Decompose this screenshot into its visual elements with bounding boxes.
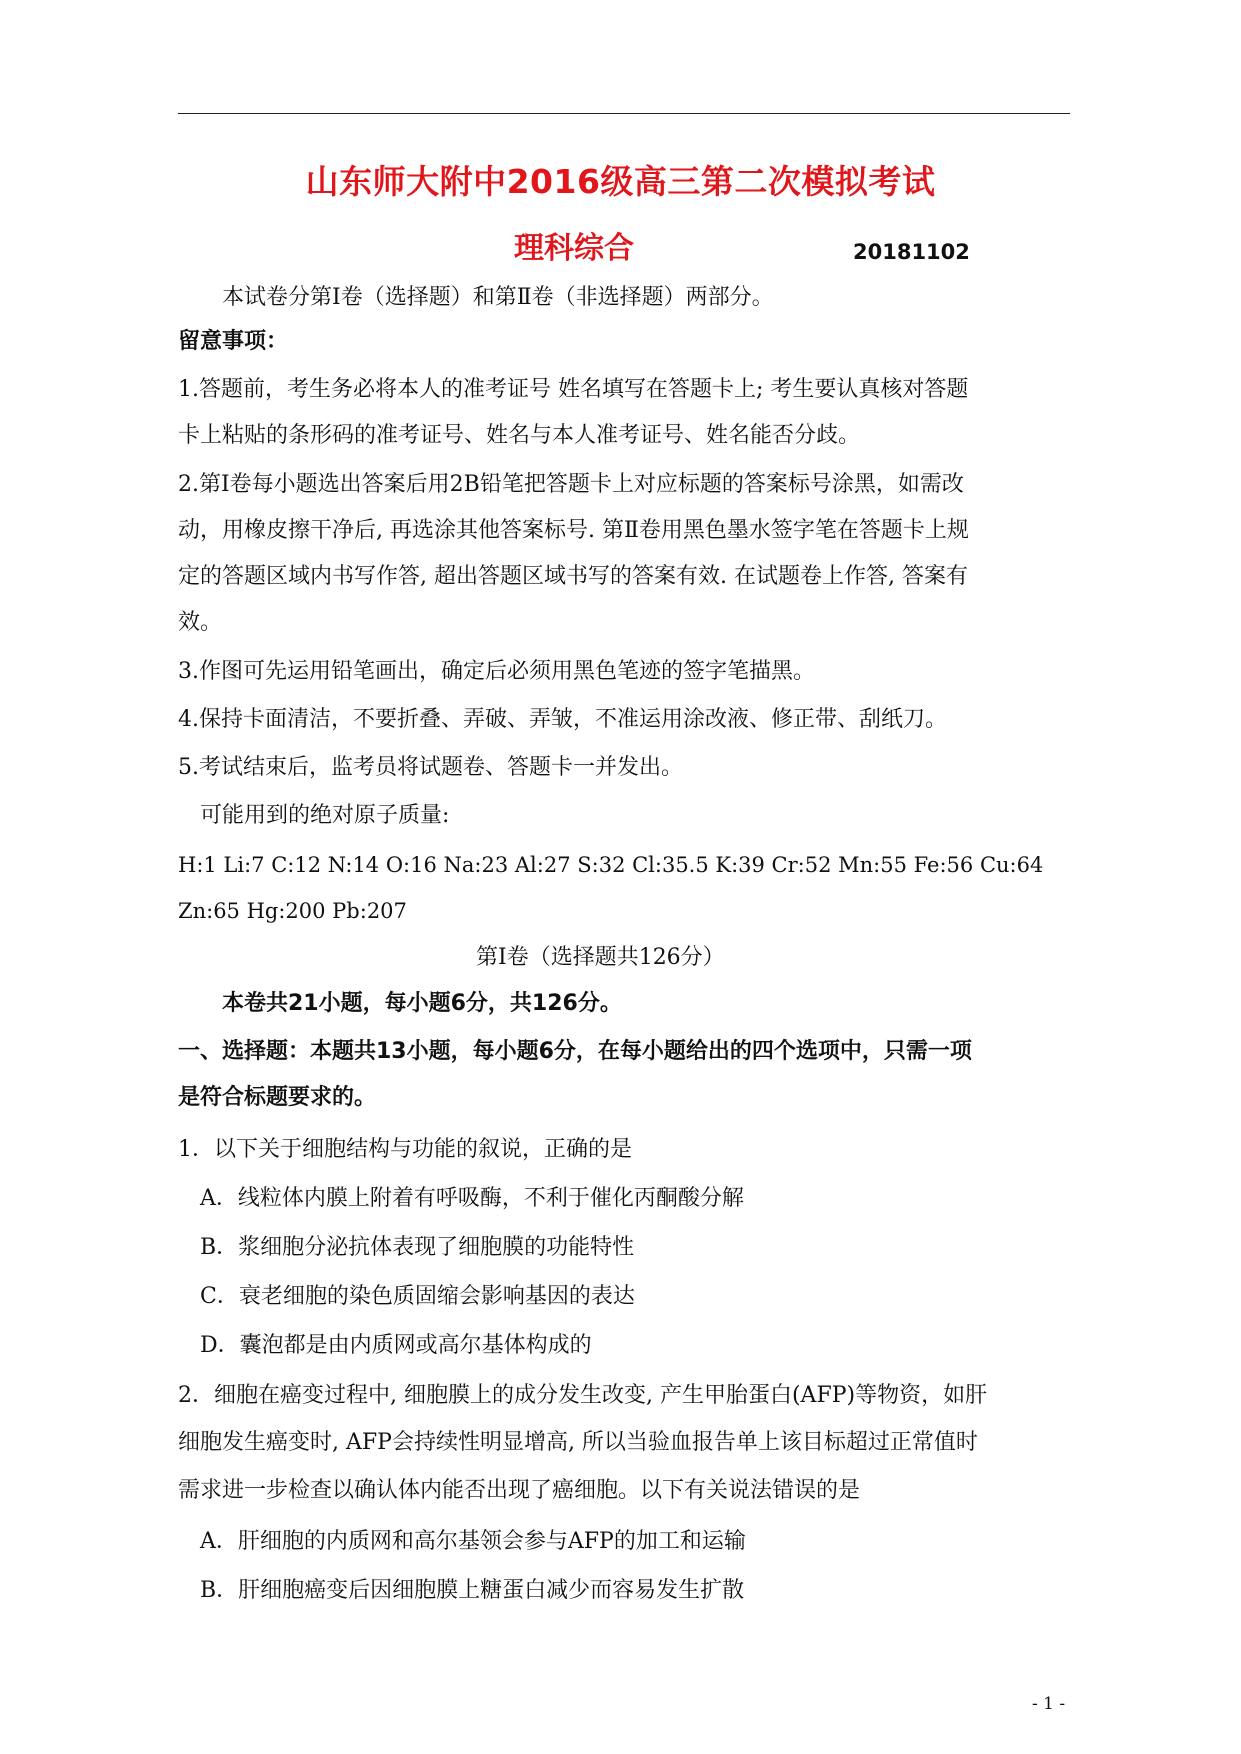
- question-stem: 1．以下关于细胞结构与功能的叙说，正确的是: [178, 1137, 632, 1162]
- atomic-mass-label: 可能用到的绝对原子质量:: [200, 803, 450, 828]
- exam-date: 20181102: [853, 240, 970, 264]
- notice-line: 3.作图可先运用铅笔画出，确定后必须用黑色笔迹的签字笔描黑。: [178, 659, 815, 684]
- part-instruction: 是符合标题要求的。: [178, 1085, 377, 1110]
- question-stem: 需求进一步检查以确认体内能否出现了癌细胞。以下有关说法错误的是: [178, 1478, 861, 1503]
- question-option: D．囊泡都是由内质网或高尔基体构成的: [200, 1333, 592, 1358]
- question-stem: 2．细胞在癌变过程中, 细胞膜上的成分发生改变, 产生甲胎蛋白(AFP)等物资，如肝: [178, 1383, 988, 1408]
- part-instruction: 一、选择题：本题共13小题，每小题6分，在每小题给出的四个选项中，只需一项: [178, 1039, 972, 1064]
- notice-heading: 留意事项：: [178, 329, 289, 354]
- section-heading: 第Ⅰ卷（选择题共126分）: [476, 945, 725, 970]
- question-option: C．衰老细胞的染色质固缩会影响基因的表达: [200, 1284, 635, 1309]
- notice-line: 卡上粘贴的条形码的准考证号、姓名与本人准考证号、姓名能否分歧。: [178, 423, 861, 448]
- notice-line: 5.考试结束后，监考员将试题卷、答题卡一并发出。: [178, 755, 683, 780]
- exam-title: 山东师大附中2016级高三第二次模拟考试: [305, 162, 936, 201]
- question-option: A．线粒体内膜上附着有呼吸酶，不利于催化丙酮酸分解: [200, 1186, 744, 1211]
- intro-text: 本试卷分第Ⅰ卷（选择题）和第Ⅱ卷（非选择题）两部分。: [222, 285, 774, 310]
- notice-line: 定的答题区域内书写作答, 超出答题区域书写的答案有效. 在试题卷上作答, 答案有: [178, 564, 968, 589]
- notice-line: 2.第Ⅰ卷每小题选出答案后用2B铅笔把答题卡上对应标题的答案标号涂黑，如需改: [178, 472, 964, 497]
- exam-subtitle: 理科综合: [514, 231, 634, 266]
- atomic-mass-list: H:1 Li:7 C:12 N:14 O:16 Na:23 Al:27 S:32 Cl:35.5 K:39 Cr:52 Mn:55 Fe:56 Cu:64: [178, 853, 1044, 877]
- question-option: B．肝细胞癌变后因细胞膜上糖蛋白减少而容易发生扩散: [200, 1578, 745, 1603]
- section-summary: 本卷共21小题，每小题6分，共126分。: [222, 991, 622, 1016]
- page-number: - 1 -: [1032, 1694, 1066, 1714]
- atomic-mass-list: Zn:65 Hg:200 Pb:207: [178, 899, 407, 923]
- question-stem: 细胞发生癌变时, AFP会持续性明显增高, 所以当验血报告单上该目标超过正常值时: [178, 1430, 978, 1455]
- notice-line: 1.答题前，考生务必将本人的准考证号 姓名填写在答题卡上; 考生要认真核对答题: [178, 377, 969, 402]
- question-option: B．浆细胞分泌抗体表现了细胞膜的功能特性: [200, 1235, 635, 1260]
- notice-line: 4.保持卡面清洁，不要折叠、弄破、弄皱，不准运用涂改液、修正带、刮纸刀。: [178, 707, 947, 732]
- header-rule: [178, 113, 1070, 114]
- notice-line: 效。: [178, 610, 223, 635]
- question-option: A．肝细胞的内质网和高尔基领会参与AFP的加工和运输: [200, 1529, 746, 1554]
- notice-line: 动，用橡皮擦干净后, 再选涂其他答案标号. 第Ⅱ卷用黑色墨水签字笔在答题卡上规: [178, 518, 969, 543]
